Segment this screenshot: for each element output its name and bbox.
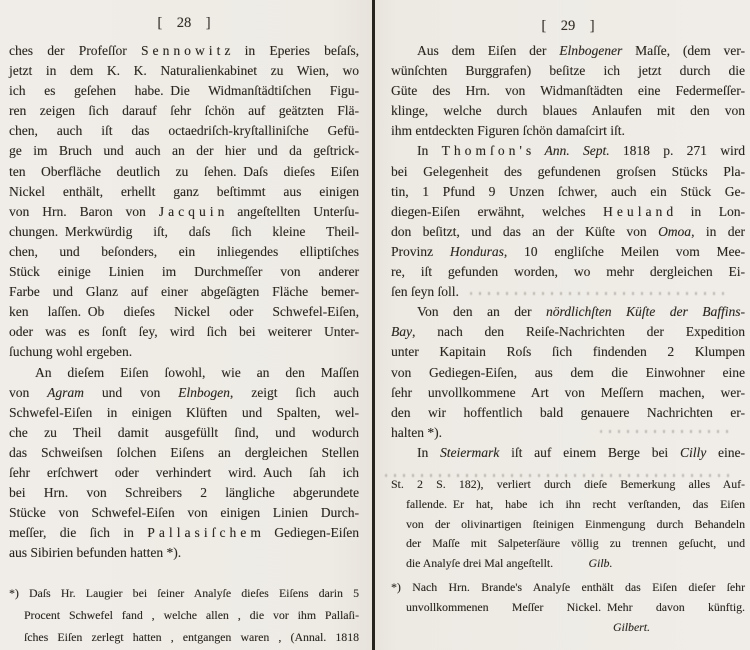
page-29 bbox=[376, 0, 750, 650]
text-line: ge im Bruch und auch an der hier und da geſtrick- bbox=[9, 143, 359, 159]
text-line: tin, 1 Pfund 9 Unzen ſchwer, auch ein Stück Ge- bbox=[391, 183, 745, 199]
text-line: Stücke von Schwefel-Eiſen von einigen Linien Durch- bbox=[9, 505, 359, 521]
text-line: Provinz Honduras, 10 engliſche Meilen vom Mee- bbox=[391, 243, 746, 259]
scan-noise bbox=[600, 430, 730, 433]
page-29-text-block bbox=[391, 41, 745, 463]
footnote bbox=[391, 475, 745, 574]
text-line: chen, auch iſt das octaedriſch-kryſtalliniſche Gefü- bbox=[9, 123, 359, 139]
text-line: Schwefel-Eiſen in einigen Klüften und Spalten, wel- bbox=[9, 404, 359, 420]
scan-noise bbox=[385, 474, 735, 477]
text-line: chungen. Merkwürdig iſt, daſs ſich kleine Theil- bbox=[9, 223, 359, 239]
text-line: Bay, nach den Reiſe-Nachrichten der Expedition bbox=[391, 324, 745, 340]
text-line: jetzt in dem K. K. Naturalienkabinet zu Wien, wo bbox=[9, 63, 359, 79]
text-line: von Agram und von Elnbogen, zeigt ſich auch bbox=[9, 384, 360, 400]
text-line: ken laſſen. Ob dieſes Nickel oder Schwefel-Eiſen, bbox=[9, 304, 359, 320]
text-line: der Maſſe mit Salpeterſäure völlig zu trennen geſucht, und bbox=[406, 536, 745, 551]
page-number-header: [ 28 ] bbox=[157, 15, 211, 31]
text-line: An dieſem Eiſen ſowohl, wie an den Maſſen bbox=[35, 364, 359, 380]
text-line: Aus dem Eiſen der Elnbogener Maſſe, (dem ver- bbox=[417, 43, 745, 58]
text-line: ich es geſehen habe. Die Widmanſtädtiſchen Figu- bbox=[9, 83, 359, 99]
text-line: ſen ſeyn ſoll. bbox=[391, 284, 459, 300]
text-line: meſſer, die ſich in Pallasiſchem Gediegen-Eiſen bbox=[9, 525, 359, 541]
text-line: unvollkommenen Meſſer Nickel. Mehr davon künftig. bbox=[406, 599, 745, 614]
page-28-footnotes bbox=[9, 582, 359, 648]
text-line: re, iſt gefunden worden, wo mehr dergleichen Ei- bbox=[391, 264, 745, 280]
text-line: ren zeigen ſich darauf ſehr ſchön auf geätzten Flä- bbox=[9, 103, 359, 119]
text-line: don beſitzt, und das an der Küſte von Omoa, in der bbox=[391, 223, 745, 239]
text-line: ten Oberfläche deutlich zu ſehen. Daſs dieſes Eiſen bbox=[9, 163, 359, 179]
text-line: ſches Eiſen zerlegt hatten , entgangen waren , (Annal. 1818 bbox=[24, 630, 359, 645]
text-line: das Schweiſsen ſolchen Eiſens an dergleichen Stellen bbox=[9, 444, 359, 460]
text-line: unter Kapitain Roſs ſich findenden 2 Klumpen bbox=[391, 344, 745, 360]
text-line: aus Sibirien befunden hatten *). bbox=[9, 545, 182, 561]
text-line: chen, und beſonders, ein inliegendes elliptiſches bbox=[9, 243, 359, 259]
text-line: Procent Schwefel fand , welche allen , die vor ihm Pallaſi- bbox=[24, 608, 359, 623]
text-line: fallende. Er hat, habe ich ihn recht verſtanden, das Eiſen bbox=[406, 496, 745, 511]
text-line: che zu Theil damit ausgefüllt ſind, und wodurch bbox=[9, 424, 359, 440]
page-28-text-block bbox=[9, 41, 359, 563]
text-line: St. 2 S. 182), verliert durch dieſe Bemerkung alles Auf- bbox=[391, 476, 745, 491]
text-line: ſehr unvollkommene Art von Meſſern machen, wer- bbox=[391, 384, 745, 400]
text-line: Von den an der nördlichſten Küſte der Baffins- bbox=[417, 304, 745, 320]
page-divider-rule bbox=[372, 0, 375, 650]
text-line: bei Gelegenheit des gefundenen groſsen Stücks Pla- bbox=[391, 163, 745, 179]
text-line: Farbe und Glanz auf einer abgeſägten Fläche bemer- bbox=[9, 284, 359, 300]
text-line: *) Daſs Hr. Laugier bei ſeiner Analyſe dieſes Eiſens darin 5 bbox=[9, 586, 359, 601]
text-line: Gilbert. bbox=[612, 619, 650, 634]
text-line: Nickel enthält, erhellt ganz beſtimmt aus einigen bbox=[9, 183, 359, 199]
text-line: ihm entdeckten Figuren ſchön damaſcirt iſt. bbox=[391, 123, 625, 139]
text-line: ſuchung wohl ergeben. bbox=[9, 344, 133, 360]
footnote bbox=[391, 578, 745, 637]
footnote bbox=[9, 582, 359, 648]
text-line: den wir hoffentlich bald genauere Nachrichten er- bbox=[391, 404, 745, 420]
text-line: In Steiermark iſt auf einem Berge bei Cilly eine- bbox=[417, 444, 746, 460]
text-line: oder was es ſonſt ſey, wird ſich bei weiterer Unter- bbox=[9, 324, 359, 340]
text-line: Güte des Hrn. von Widmanſtädten eine Federmeſſer- bbox=[391, 83, 745, 99]
text-line: von Hrn. Baron von Jacquin angeſtellten Unterſu- bbox=[9, 203, 359, 219]
page-29-footnotes bbox=[391, 475, 745, 637]
text-line: *) Nach Hrn. Brande's Analyſe enthält das Eiſen dieſer ſehr bbox=[391, 579, 745, 594]
text-line: ches der Profeſſor Sennowitz in Eperies beſaſs, bbox=[9, 43, 359, 58]
text-line: klinge, welche durch blaues Anlaufen mit den von bbox=[391, 103, 745, 119]
text-line: Stück einige Linien im Durchmeſſer von anderer bbox=[9, 264, 359, 280]
text-line: von Gediegen-Eiſen, aus dem die Einwohner eine bbox=[391, 364, 745, 380]
text-line: halten *). bbox=[391, 424, 442, 440]
text-line: ſehr erſchwert oder verhindert wird. Auch ſah ich bbox=[9, 464, 359, 480]
text-line: von der olivinartigen ſteinigen Einmengung durch Behandeln bbox=[406, 516, 745, 531]
text-line: die Analyſe drei Mal angeſtellt. Gilb. bbox=[406, 556, 613, 571]
page-28 bbox=[0, 0, 372, 650]
text-line: diegen-Eiſen erwähnt, welches Heuland in Lon- bbox=[391, 203, 745, 219]
text-line: In Thomſon's Ann. Sept. 1818 p. 271 wird bbox=[417, 143, 746, 159]
page-number-header: [ 29 ] bbox=[541, 18, 595, 34]
text-line: bei Hrn. von Schreibers 2 längliche abgerundete bbox=[9, 485, 359, 501]
text-line: wünſchten Burggrafen) beſitze ich jetzt durch die bbox=[391, 63, 745, 79]
scan-noise bbox=[470, 292, 725, 295]
